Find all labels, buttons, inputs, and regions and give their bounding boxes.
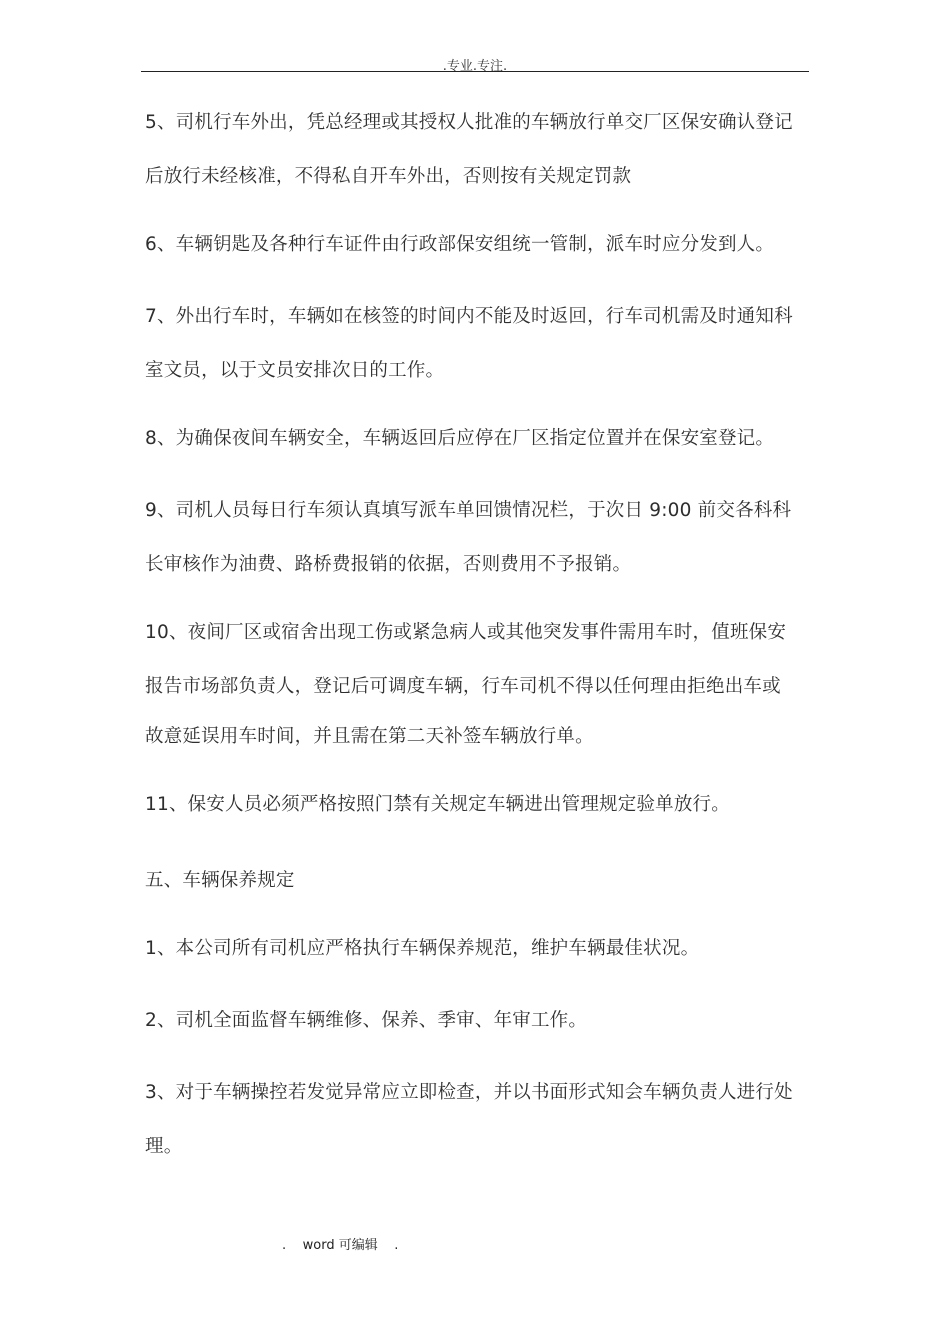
text-line: 3、对于车辆操控若发觉异常应立即检查，并以书面形式知会车辆负责人进行处 <box>145 1082 793 1103</box>
text-line: 报告市场部负责人，登记后可调度车辆，行车司机不得以任何理由拒绝出车或 <box>145 676 781 697</box>
section-heading: 五、车辆保养规定 <box>145 870 295 891</box>
text-line: 11、保安人员必须严格按照门禁有关规定车辆进出管理规定验单放行。 <box>145 794 730 815</box>
text-line: 长审核作为油费、路桥费报销的依据，否则费用不予报销。 <box>145 554 632 575</box>
text-line: 室文员，以于文员安排次日的工作。 <box>145 360 445 381</box>
text-line: 理。 <box>145 1136 183 1157</box>
text-line: 2、司机全面监督车辆维修、保养、季审、年审工作。 <box>145 1010 588 1031</box>
text-line: 10、夜间厂区或宿舍出现工伤或紧急病人或其他突发事件需用车时，值班保安 <box>145 622 787 643</box>
text-line: 8、为确保夜间车辆安全，车辆返回后应停在厂区指定位置并在保安室登记。 <box>145 428 775 449</box>
text-line: 1、本公司所有司机应严格执行车辆保养规范，维护车辆最佳状况。 <box>145 938 700 959</box>
text-line: 后放行未经核准，不得私自开车外出，否则按有关规定罚款 <box>145 166 632 187</box>
text-line: 故意延误用车时间，并且需在第二天补签车辆放行单。 <box>145 726 594 747</box>
text-line: 7、外出行车时，车辆如在核签的时间内不能及时返回，行车司机需及时通知科 <box>145 306 793 327</box>
header-divider <box>141 71 809 72</box>
page-header: .专业.专注. <box>442 59 508 74</box>
page-footer: . word 可编辑 . <box>282 1238 399 1253</box>
text-line: 9、司机人员每日行车须认真填写派车单回馈情况栏，于次日 9:00 前交各科科 <box>145 500 792 521</box>
text-line: 5、司机行车外出，凭总经理或其授权人批准的车辆放行单交厂区保安确认登记 <box>145 112 793 133</box>
text-line: 6、车辆钥匙及各种行车证件由行政部保安组统一管制，派车时应分发到人。 <box>145 234 775 255</box>
